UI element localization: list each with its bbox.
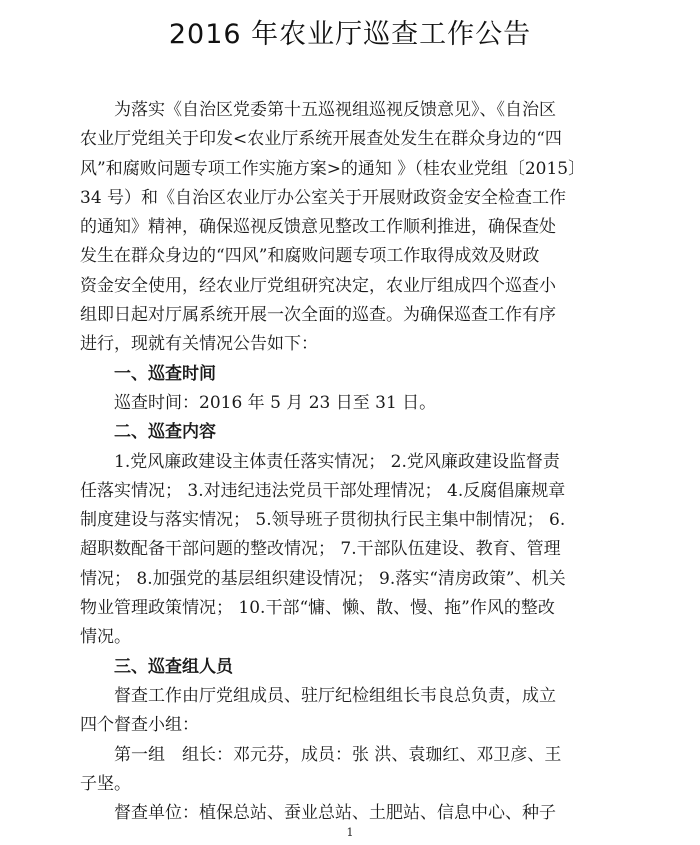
- body-line: 1.党风廉政建设主体责任落实情况； 2.党风廉政建设监督责: [114, 451, 560, 472]
- body-line: 为落实《自治区党委第十五巡视组巡视反馈意见》、《自治区: [114, 100, 556, 120]
- body-line: 进行，现就有关情况公告如下：: [80, 334, 318, 355]
- body-line: 资金安全使用，经农业厅党组研究决定，农业厅组成四个巡查小: [80, 275, 556, 296]
- body-line: 情况； 8.加强党的基层组织建设情况； 9.落实“清房政策”、机关: [80, 568, 566, 589]
- body-line: 第一组 组长：邓元芬，成员：张 洪、袁珈红、邓卫彦、王: [114, 744, 562, 765]
- section-heading: 三、巡查组人员: [114, 656, 233, 677]
- body-line: 子坚。: [80, 773, 131, 794]
- body-line: 农业厅党组关于印发<农业厅系统开展查处发生在群众身边的“四: [80, 129, 562, 150]
- body-line: 情况。: [80, 627, 131, 648]
- section-heading: 二、巡查内容: [114, 422, 216, 443]
- body-line: 巡查时间：2016 年 5 月 23 日至 31 日。: [114, 392, 437, 413]
- body-line: 任落实情况； 3.对违纪违法党员干部处理情况； 4.反腐倡廉规章: [80, 480, 566, 501]
- body-line: 风”和腐败问题专项工作实施方案>的通知 》（桂农业党组〔2015〕: [80, 158, 586, 179]
- body-line: 发生在群众身边的“四风”和腐败问题专项工作取得成效及财政: [80, 246, 540, 267]
- body-line: 物业管理政策情况； 10.干部“慵、懒、散、慢、拖”作风的整改: [80, 598, 555, 619]
- body-line: 督查工作由厅党组成员、驻厅纪检组组长韦良总负责，成立: [114, 685, 556, 706]
- document-body: [80, 96, 635, 828]
- body-line: 34 号）和《自治区农业厅办公室关于开展财政资金安全检查工作: [80, 187, 567, 208]
- body-line: 制度建设与落实情况； 5.领导班子贯彻执行民主集中制情况； 6.: [80, 510, 566, 531]
- body-line: 组即日起对厅属系统开展一次全面的巡查。为确保巡查工作有序: [80, 305, 556, 326]
- body-line: 超职数配备干部问题的整改情况； 7.干部队伍建设、教育、管理: [80, 539, 561, 560]
- body-line: 的通知》精神，确保巡视反馈意见整改工作顺利推进，确保查处: [80, 217, 556, 238]
- document-title: 2016 年农业厅巡查工作公告: [168, 19, 532, 50]
- page-number: 1: [346, 826, 354, 839]
- body-line: 四个督查小组：: [80, 715, 199, 736]
- body-line: 督查单位：植保总站、蚕业总站、土肥站、信息中心、种子: [114, 803, 556, 824]
- section-heading: 一、巡查时间: [114, 363, 216, 384]
